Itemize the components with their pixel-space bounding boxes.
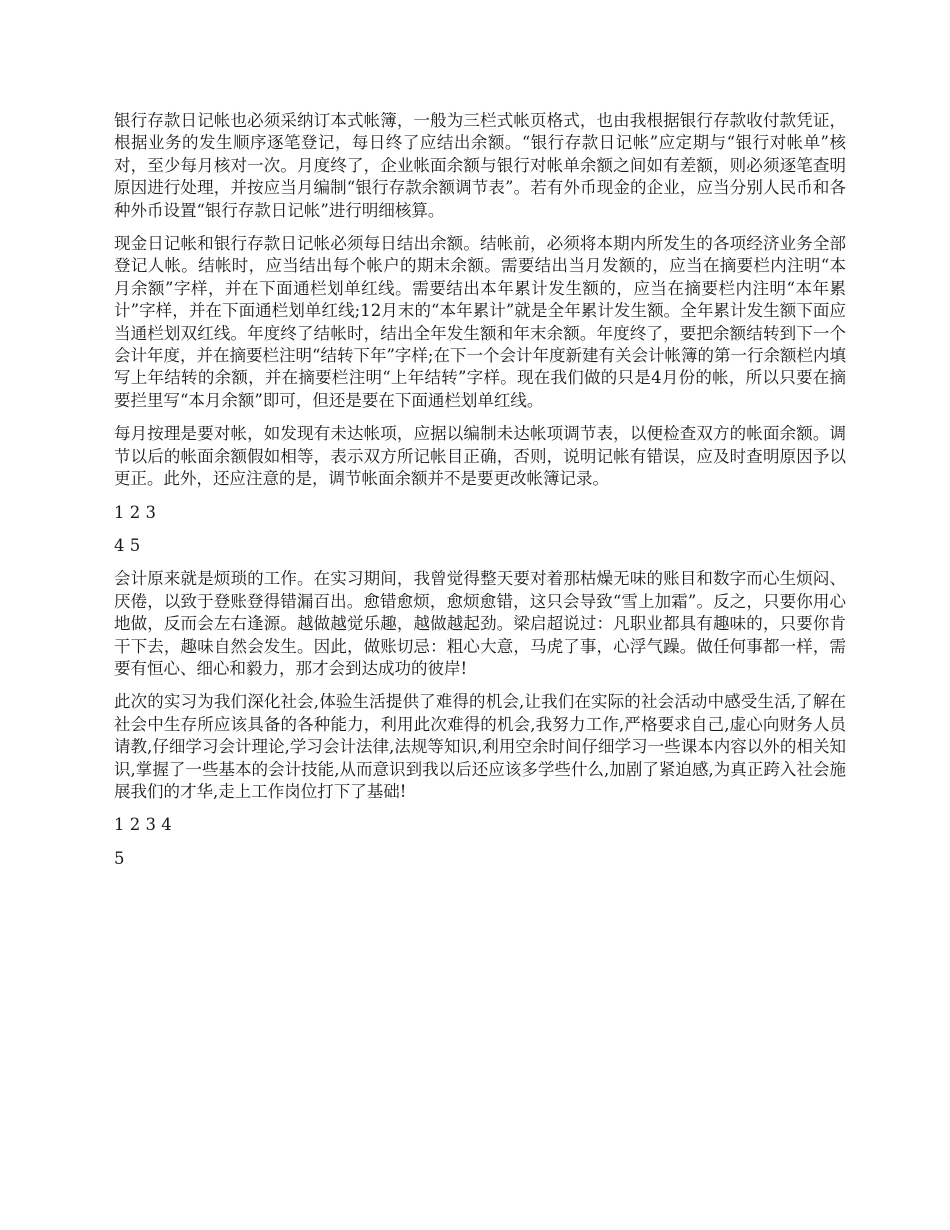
page-numbers-line-3: 1 2 3 4 [114,815,172,835]
paragraph-accounting-work: 会计原来就是烦琐的工作。在实习期间，我曾觉得整天要对着那枯燥无味的账目和数字而心生烦闷、厌倦，以致于登账登得错漏百出。愈错愈烦，愈烦愈错，这只会导致“雪上加霜”。反之，只要你用心地做，反而会左右逢源。越做越觉乐趣，越做越起劲。梁启超说过：凡职业都具有趣味的，只要你肯干下去，趣味自然会发生。因此，做账切忌：粗心大意，马虎了事，心浮气躁。做任何事都一样，需要有恒心、细心和毅力，那才会到达成功的彼岸! [114,569,846,678]
page-numbers-line-2: 4 5 [114,535,141,555]
page-numbers-line-1: 1 2 3 [114,502,156,522]
paragraph-internship-summary: 此次的实习为我们深化社会,体验生活提供了难得的机会,让我们在实际的社会活动中感受生活,了解在社会中生存所应该具备的各种能力，利用此次难得的机会,我努力工作,严格要求自己,虚心向财务人员请教,仔细学习会计理论,学习会计法律,法规等知识,利用空余时间仔细学习一些课本内容以外的相关知识,掌握了一些基本的会计技能,从而意识到我以后还应该多学些什么,加剧了紧迫感,为真正跨入社会施展我们的才华,走上工作岗位打下了基础! [114,692,846,801]
document-page [114,110,846,881]
paragraph-closing-accounts: 现金日记帐和银行存款日记帐必须每日结出余额。结帐前，必须将本期内所发生的各项经济业务全部登记人帐。结帐时，应当结出每个帐户的期末余额。需要结出当月发额的，应当在摘要栏内注明“本月余额”字样，并在下面通栏划单红线。需要结出本年累计发生额的，应当在摘要栏内注明“本年累计”字样，并在下面通栏划单红线;12月末的“本年累计”就是全年累计发生额。全年累计发生额下面应当通栏划双红线。年度终了结帐时，结出全年发生额和年末余额。年度终了，要把余额结转到下一个会计年度，并在摘要栏注明“结转下年”字样;在下一个会计年度新建有关会计帐簿的第一行余额栏内填写上年结转的余额，并在摘要栏注明“上年结转”字样。现在我们做的只是4月份的帐，所以只要在摘要拦里写“本月余额”即可，但还是要在下面通栏划单红线。 [114,234,846,410]
page-numbers-line-4: 5 [114,848,125,868]
paragraph-bank-journal: 银行存款日记帐也必须采纳订本式帐簿，一般为三栏式帐页格式，也由我根据银行存款收付款凭证，根据业务的发生顺序逐笔登记，每日终了应结出余额。“银行存款日记帐”应定期与“银行对帐单”核对，至少每月核对一次。月度终了，企业帐面余额与银行对帐单余额之间如有差额，则必须逐笔查明原因进行处理，并按应当月编制“银行存款余额调节表”。若有外币现金的企业，应当分别人民币和各种外币设置“银行存款日记帐”进行明细核算。 [114,111,846,220]
paragraph-reconciliation: 每月按理是要对帐，如发现有未达帐项，应据以编制未达帐项调节表，以便检查双方的帐面余额。调节以后的帐面余额假如相等，表示双方所记帐目正确，否则，说明记帐有错误，应及时查明原因予以更正。此外，还应注意的是，调节帐面余额并不是要更改帐簿记录。 [114,424,846,489]
